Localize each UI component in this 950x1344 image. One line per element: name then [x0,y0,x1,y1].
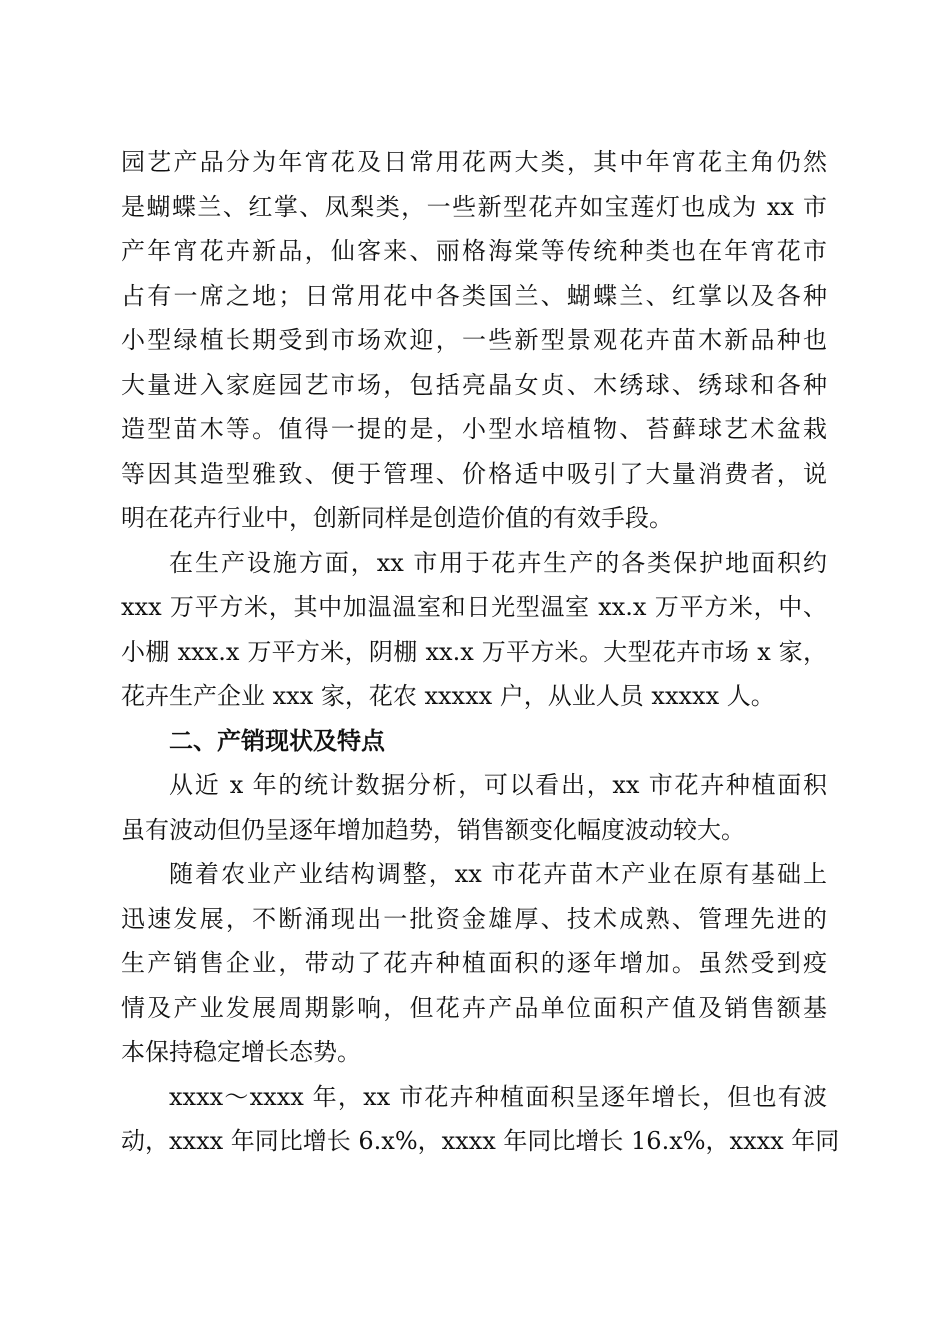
text-line: 从近 x 年的统计数据分析，可以看出，xx 市花卉种植面积 [169,771,827,799]
paragraph-4 [121,852,827,1075]
text-line: 本保持稳定增长态势。 [121,1038,361,1066]
document-body [121,140,840,1164]
text-line: 小型绿植长期受到市场欢迎，一些新型景观花卉苗木新品种也 [121,326,827,354]
text-line: 占有一席之地；日常用花中各类国兰、蝴蝶兰、红掌以及各种 [121,281,827,310]
text-line: 小棚 xxx.x 万平方米，阴棚 xx.x 万平方米。大型花卉市场 x 家， [121,637,827,666]
text-line: 是蝴蝶兰、红掌、凤梨类，一些新型花卉如宝莲灯也成为 xx 市 [121,192,827,221]
text-line: xxx 万平方米，其中加温温室和日光型温室 xx.x 万平方米，中、 [121,593,827,621]
section-heading-text: 二、产销现状及特点 [169,726,385,755]
text-line: 生产销售企业，带动了花卉种植面积的逐年增加。虽然受到疫 [121,949,827,977]
paragraph-2 [121,541,827,719]
paragraph-1 [121,140,827,541]
text-line: 虽有波动但仍呈逐年增加趋势，销售额变化幅度波动较大。 [121,815,745,844]
text-line: 等因其造型雅致、便于管理、价格适中吸引了大量消费者，说 [121,459,827,488]
text-line: 迅速发展，不断涌现出一批资金雄厚、技术成熟、管理先进的 [121,904,827,933]
section-heading [121,719,827,764]
text-line: 花卉生产企业 xxx 家，花农 xxxxx 户，从业人员 xxxxx 人。 [121,682,775,710]
paragraph-3 [121,763,827,852]
text-line: 明在花卉行业中，创新同样是创造价值的有效手段。 [121,504,673,532]
text-line: 情及产业发展周期影响，但花卉产品单位面积产值及销售额基 [121,993,827,1022]
text-line: 园艺产品分为年宵花及日常用花两大类，其中年宵花主角仍然 [121,148,827,176]
text-line: 大量进入家庭园艺市场，包括亮晶女贞、木绣球、绣球和各种 [121,370,827,399]
text-line: 随着农业产业结构调整，xx 市花卉苗木产业在原有基础上 [169,860,827,888]
text-line: 造型苗木等。值得一提的是，小型水培植物、苔藓球艺术盆栽 [121,415,827,443]
text-line: 在生产设施方面，xx 市用于花卉生产的各类保护地面积约 [169,548,827,577]
text-line: xxxx～xxxx 年，xx 市花卉种植面积呈逐年增长，但也有波 [169,1082,827,1111]
text-line: 产年宵花卉新品，仙客来、丽格海棠等传统种类也在年宵花市 [121,237,827,265]
paragraph-5 [121,1075,840,1164]
text-line: 动，xxxx 年同比增长 6.x%，xxxx 年同比增长 16.x%，xxxx 年同 [121,1127,840,1155]
